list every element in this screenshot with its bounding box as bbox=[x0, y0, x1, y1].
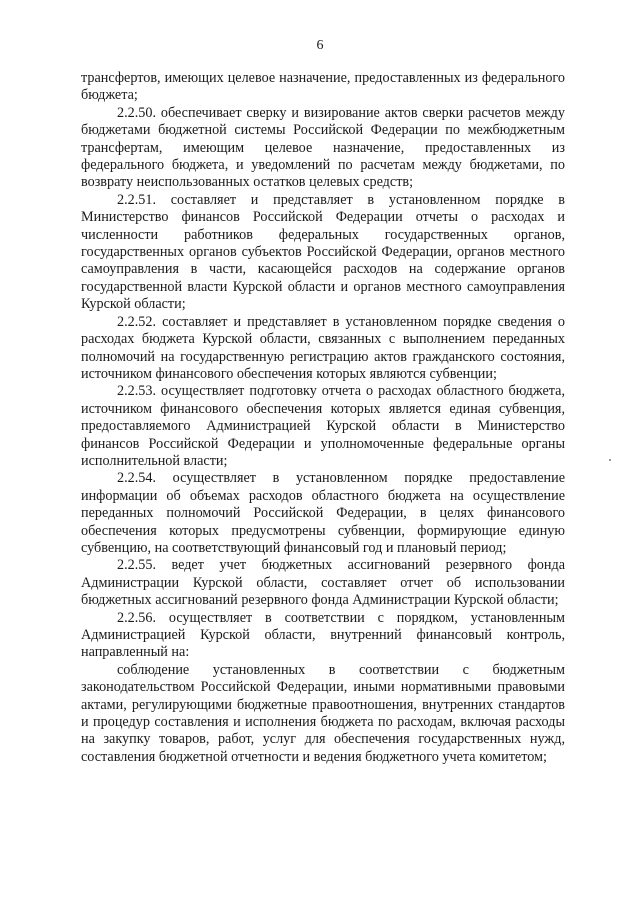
paragraph-2-2-55: 2.2.55. ведет учет бюджетных ассигнований резервного фонда Администрации Курской области, составляет отчет об использовании бюджетных ассигнований резервного фонда Администрации Курской области; bbox=[81, 557, 565, 609]
document-body bbox=[81, 70, 565, 766]
paragraph-2-2-56-item: соблюдение установленных в соответствии с бюджетным законодательством Российской Федерации, иными нормативными правовыми актами, регулирующими бюджетные правоотношения, внутренних стандартов и процедур составления и исполнения бюджета по расходам, включая расходы на закупку товаров, работ, услуг для обеспечения государственных нужд, составления бюджетной отчетности и ведения бюджетного учета комитетом; bbox=[81, 661, 565, 765]
paragraph-2-2-54: 2.2.54. осуществляет в установленном порядке предоставление информации об объемах расходов областного бюджета на осуществление переданных полномочий Российской Федерации, в целях финансового обеспечения которых предусмотрены субвенции, формирующие единую субвенцию, на соответствующий финансовый год и плановый период; bbox=[81, 470, 565, 556]
paragraph-continuation: трансфертов, имеющих целевое назначение, предоставленных из федерального бюджета; bbox=[81, 70, 565, 104]
paragraph-2-2-51: 2.2.51. составляет и представляет в установленном порядке в Министерство финансов Российской Федерации отчеты о расходах и численности работников федеральных государственных органов, государственных органов субъектов Российской Федерации, органов местного самоуправления в части, касающейся расходов на содержание органов государственной власти Курской области и органов местного самоуправления Курской области; bbox=[81, 191, 565, 313]
page-number: 6 bbox=[316, 38, 324, 53]
paragraph-2-2-53: 2.2.53. осуществляет подготовку отчета о расходах областного бюджета, источником финансового обеспечения которых является единая субвенция, предоставляемого Администрацией Курской области в Министерство финансов Российской Федерации и уполномоченные федеральные органы исполнительной власти; bbox=[81, 383, 565, 469]
paragraph-2-2-52: 2.2.52. составляет и представляет в установленном порядке сведения о расходах бюджета Курской области, связанных с выполнением переданных полномочий на государственную регистрацию актов гражданского состояния, источником финансового обеспечения которых являются субвенции; bbox=[81, 313, 565, 382]
scan-dot bbox=[609, 459, 611, 461]
paragraph-2-2-56: 2.2.56. осуществляет в соответствии с порядком, установленным Администрацией Курской области, внутренний финансовый контроль, направленный на: bbox=[81, 609, 565, 661]
paragraph-2-2-50: 2.2.50. обеспечивает сверку и визирование актов сверки расчетов между бюджетами бюджетной системы Российской Федерации по межбюджетным трансфертам, имеющим целевое назначение, предоставленных из федерального бюджета, и уведомлений по расчетам между бюджетами, по возврату неиспользованных остатков целевых средств; bbox=[81, 104, 565, 191]
